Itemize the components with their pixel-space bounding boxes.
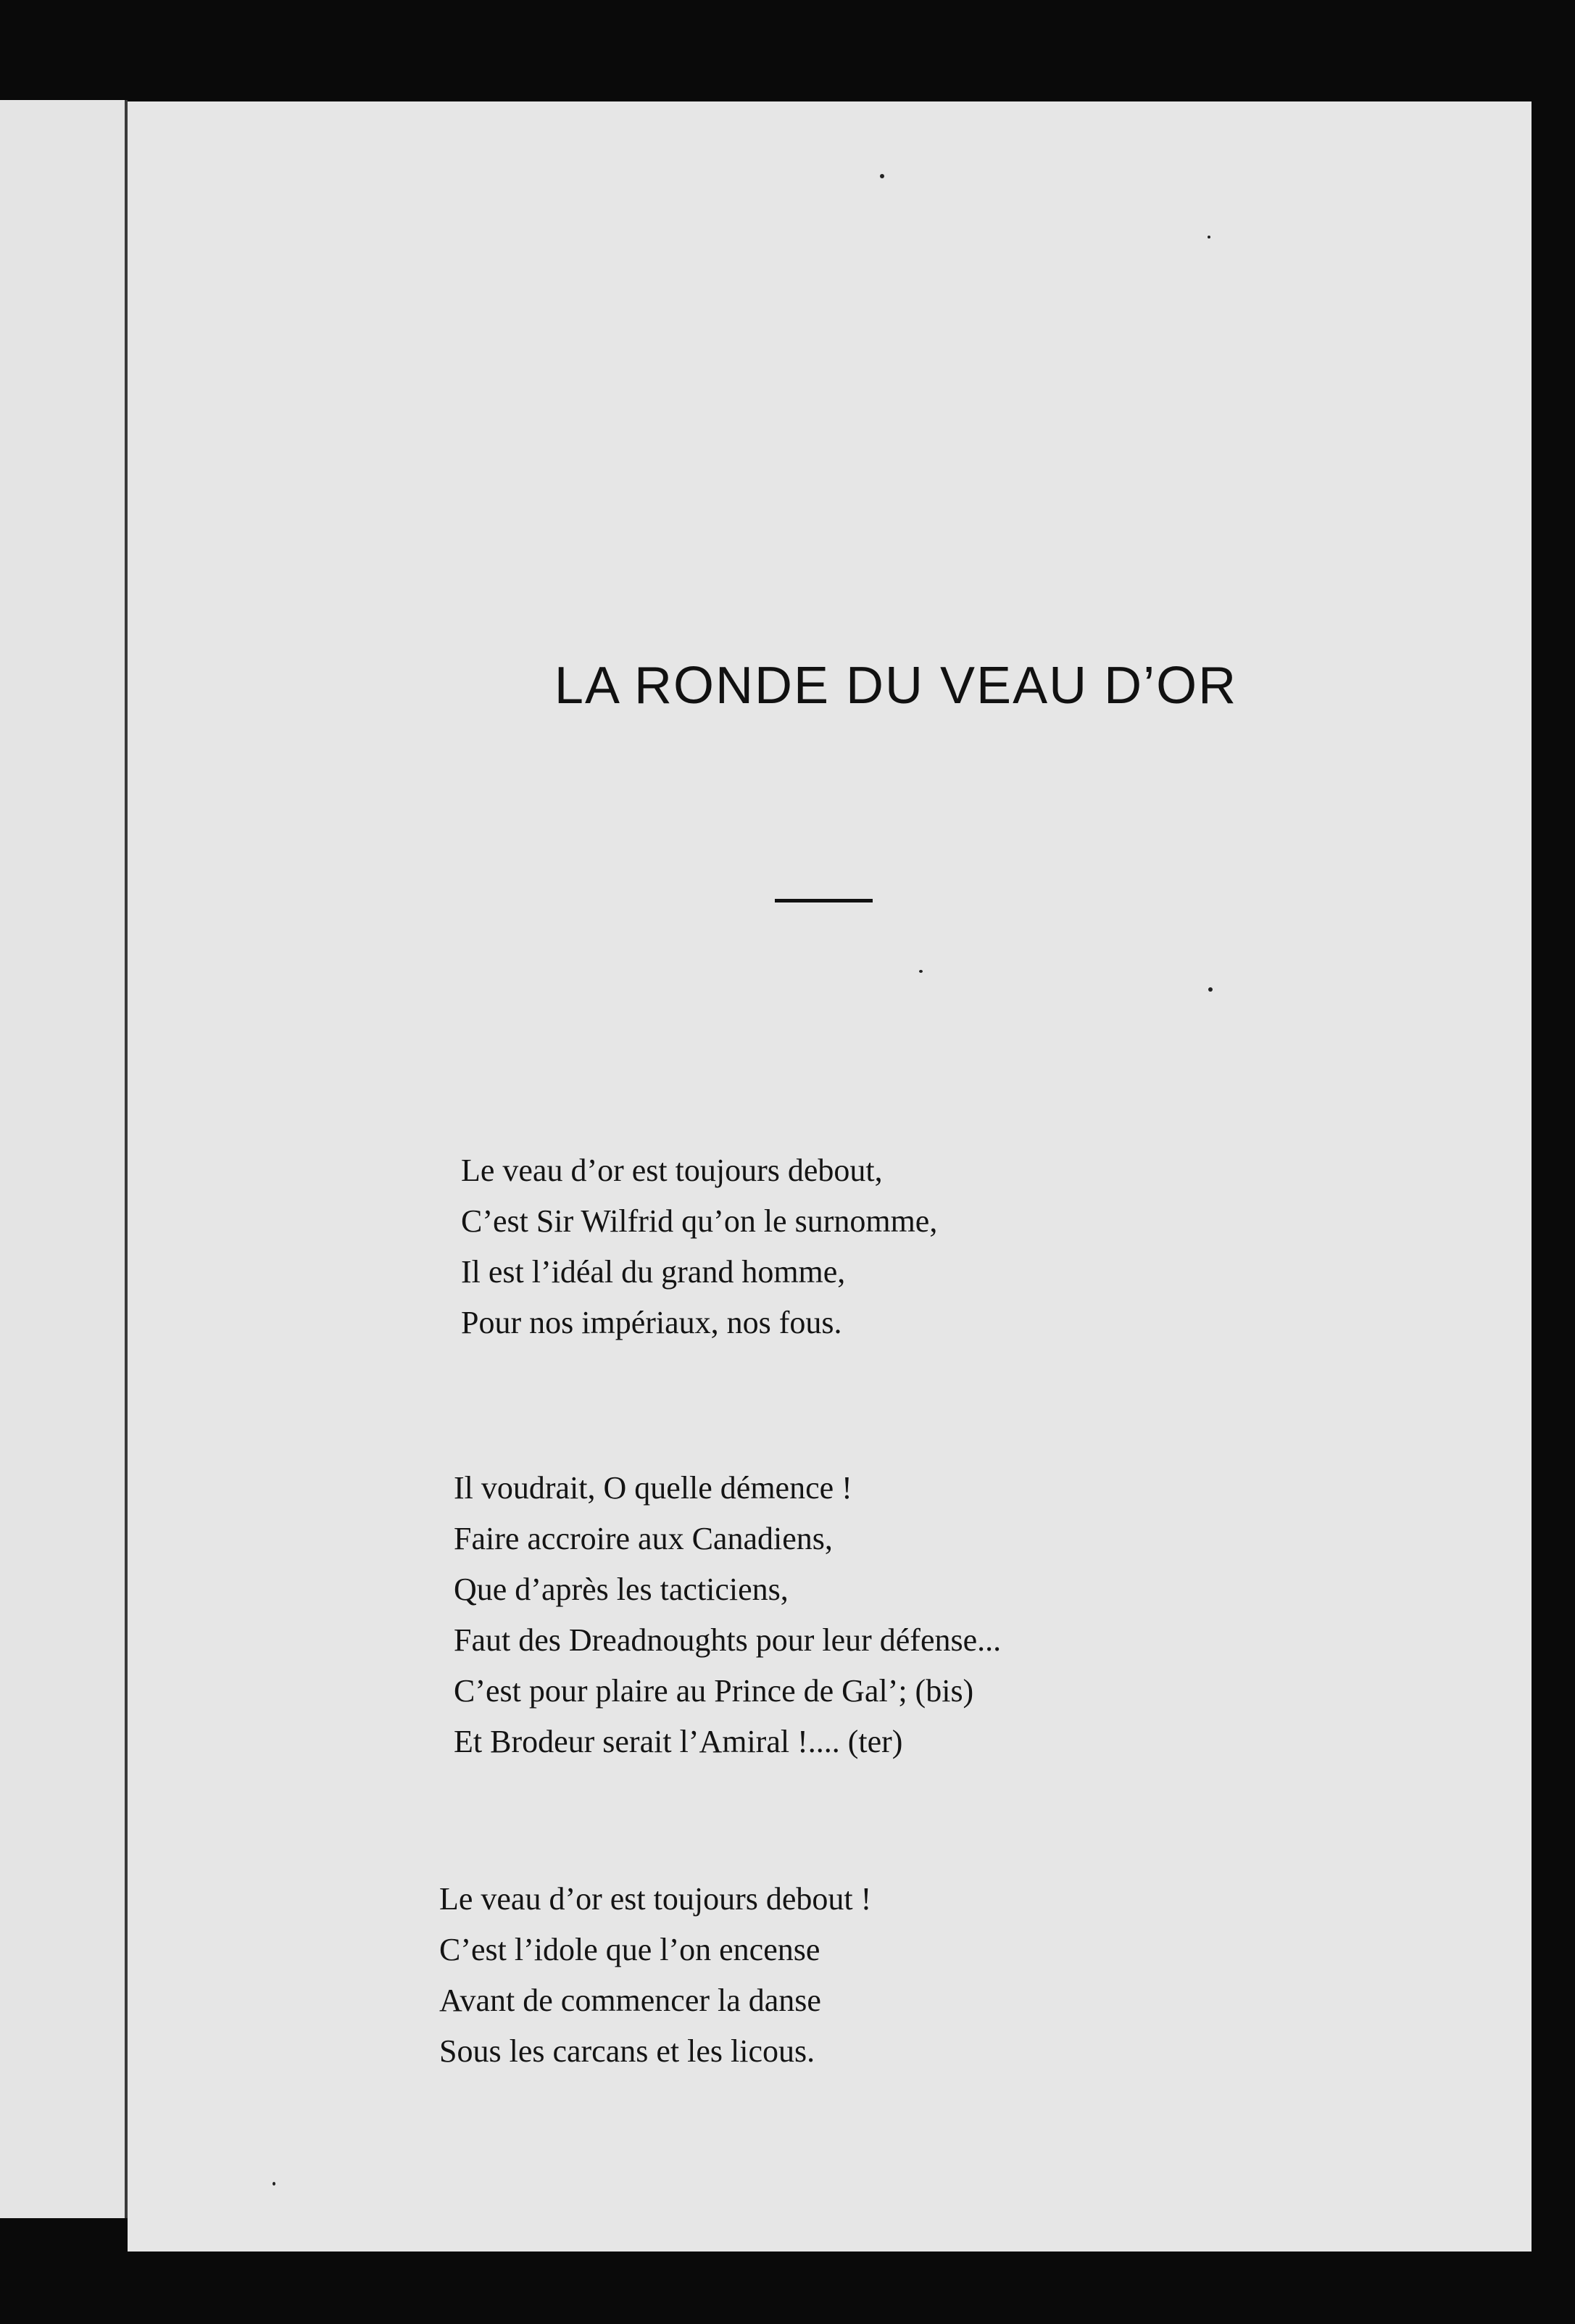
verse-line: Faire accroire aux Canadiens, xyxy=(454,1521,833,1556)
title-divider xyxy=(775,899,873,902)
stanza-2 xyxy=(454,1463,1001,1767)
poem-title: LA RONDE DU VEAU D’OR xyxy=(554,657,1238,715)
stanza-3 xyxy=(439,1874,871,2077)
verse-line: Faut des Dreadnoughts pour leur défense... xyxy=(454,1622,1002,1658)
book-page xyxy=(128,101,1532,2252)
stanza-1 xyxy=(461,1145,937,1348)
verse-line: Il est l’idéal du grand homme, xyxy=(461,1254,846,1290)
verse-line: C’est Sir Wilfrid qu’on le surnomme, xyxy=(461,1203,938,1239)
paper-speck xyxy=(1208,987,1213,992)
verse-line: Que d’après les tacticiens, xyxy=(454,1572,789,1607)
verse-line: Pour nos impériaux, nos fous. xyxy=(461,1305,842,1340)
facing-page-edge xyxy=(0,100,128,2218)
verse-line: C’est pour plaire au Prince de Gal’; (bis) xyxy=(454,1673,974,1709)
verse-line: Et Brodeur serait l’Amiral !.... (ter) xyxy=(454,1724,903,1759)
verse-line: Le veau d’or est toujours debout, xyxy=(461,1153,883,1188)
paper-speck xyxy=(1208,236,1210,238)
paper-speck xyxy=(880,174,884,178)
verse-line: Avant de commencer la danse xyxy=(439,1983,821,2018)
verse-line: C’est l’idole que l’on encense xyxy=(439,1932,820,1967)
verse-line: Il voudrait, O quelle démence ! xyxy=(454,1470,852,1506)
verse-line: Le veau d’or est toujours debout ! xyxy=(439,1881,872,1917)
paper-speck xyxy=(919,970,923,973)
verse-line: Sous les carcans et les licous. xyxy=(439,2033,815,2069)
paper-speck xyxy=(273,2182,275,2186)
